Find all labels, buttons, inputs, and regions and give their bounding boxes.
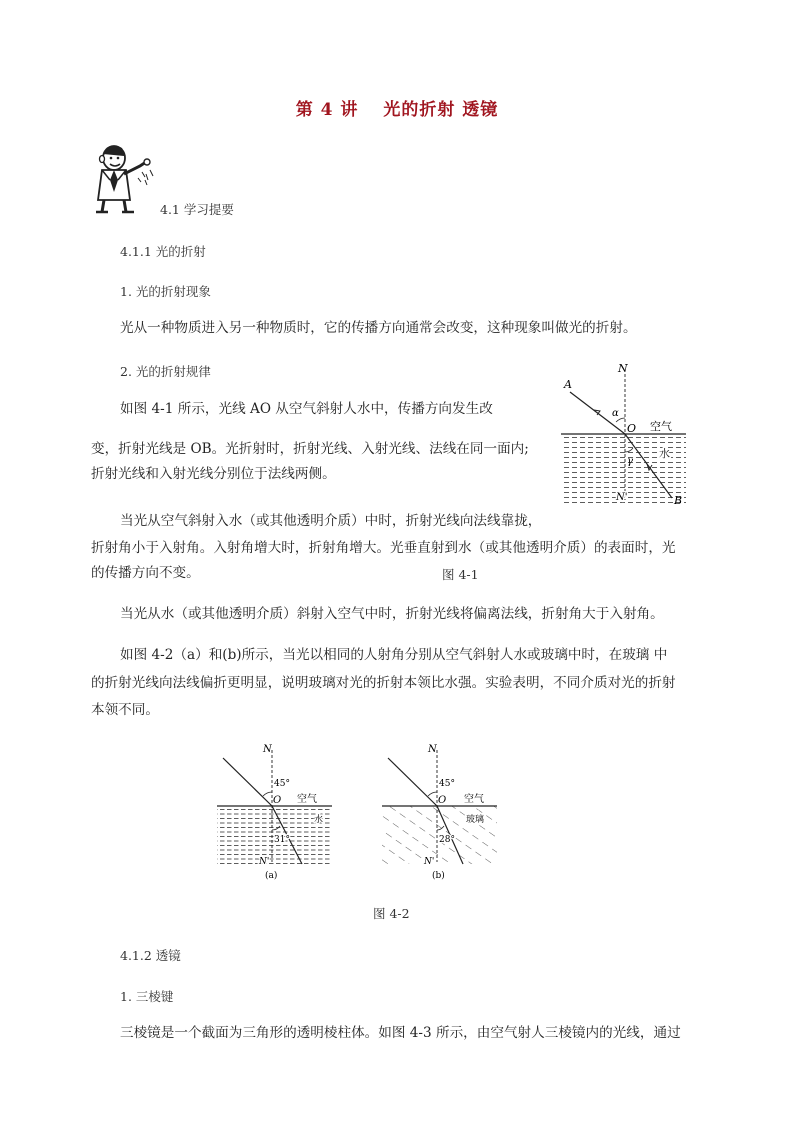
fig41-label-B: B [674, 494, 683, 507]
item-heading-refraction-phenomenon: 1. 光的折射现象 [120, 284, 211, 299]
paragraph-glass-line-3: 本领不同。 [91, 702, 159, 718]
cartoon-teacher-icon [88, 140, 160, 214]
fig42a-label-medium: 水 [314, 815, 324, 825]
paragraph-glass-line-1: 如图 4-2（a）和(b)所示，当光以相同的人射角分别从空气斜射人水或玻璃中时，在玻璃 中 [120, 647, 668, 663]
fig42b-label-N: N [428, 744, 437, 755]
fig41-label-N-prime: N' [616, 492, 628, 503]
figure-4-2-caption: 图 4-2 [373, 906, 410, 921]
fig42a-label-sub: (a) [265, 871, 278, 881]
paragraph-law-line-1: 如图 4-1 所示，光线 AO 从空气斜射人水中，传播方向发生改 [120, 401, 493, 417]
fig42a-label-N-prime: N' [259, 857, 270, 867]
figure-4-2a [213, 740, 338, 882]
section-heading-4-1: 4.1 学习提要 [160, 202, 234, 217]
fig42b-label-sub: (b) [432, 871, 445, 881]
fig42a-label-O: O [273, 795, 282, 806]
fig42a-label-N: N [263, 744, 272, 755]
fig42a-label-angle-in: 45° [274, 779, 290, 789]
paragraph-air-water-line-3: 的传播方向不变。 [91, 565, 200, 581]
fig41-label-water: 水 [659, 447, 670, 460]
paragraph-law-line-3: 折射光线和入射光线分别位于法线两侧。 [91, 466, 336, 482]
section-heading-4-1-1: 4.1.1 光的折射 [120, 244, 206, 259]
paragraph-air-water-line-1: 当光从空气斜射入水（或其他透明介质）中时，折射光线向法线靠拢， [120, 513, 542, 529]
paragraph-refraction-definition: 光从一种物质进入另一种物质时，它的传播方向通常会改变，这种现象叫做光的折射。 [120, 320, 637, 336]
item-heading-refraction-law: 2. 光的折射规律 [120, 364, 211, 379]
section-heading-4-1-2: 4.1.2 透镜 [120, 948, 181, 963]
fig41-label-O: O [627, 422, 637, 435]
fig42b-label-angle-in: 45° [439, 779, 455, 789]
page-title: 第 4 讲 光的折射 透镜 [295, 100, 499, 120]
fig42a-label-air: 空气 [297, 794, 317, 805]
paragraph-air-water-line-2: 折射角小于入射角。入射角增大时，折射角增大。光垂直射到水（或其他透明介质）的表面时，光 [91, 540, 676, 556]
paragraph-water-air: 当光从水（或其他透明介质）斜射入空气中时，折射光线将偏离法线，折射角大于入射角。 [120, 606, 664, 622]
paragraph-prism: 三棱镜是一个截面为三角形的透明棱柱体。如图 4-3 所示，由空气射人三棱镜内的光线，通过 [120, 1025, 681, 1041]
figure-4-1-caption: 图 4-1 [442, 567, 479, 582]
paragraph-law-line-2: 变，折射光线是 OB。光折射时，折射光线、入射光线、法线在同一面内; [91, 441, 529, 457]
fig42b-label-angle-out: 28° [439, 835, 455, 845]
figure-4-1 [556, 360, 691, 508]
fig42a-label-angle-out: 31° [274, 835, 290, 845]
fig41-label-alpha: α [612, 408, 619, 419]
fig42b-label-O: O [438, 795, 447, 806]
fig41-label-A: A [564, 378, 572, 391]
fig42b-label-N-prime: N' [424, 857, 435, 867]
fig41-label-air: 空气 [650, 420, 672, 433]
paragraph-glass-line-2: 的折射光线向法线偏折更明显，说明玻璃对光的折射本领比水强。实验表明，不同介质对光的折射 [91, 675, 676, 691]
fig41-label-N: N [618, 362, 628, 375]
fig41-label-gamma: γ [627, 456, 633, 467]
fig42b-label-air: 空气 [464, 794, 484, 805]
item-heading-prism: 1. 三棱键 [120, 989, 174, 1004]
fig42b-label-medium: 玻璃 [466, 815, 485, 825]
figure-4-2b [378, 740, 503, 882]
